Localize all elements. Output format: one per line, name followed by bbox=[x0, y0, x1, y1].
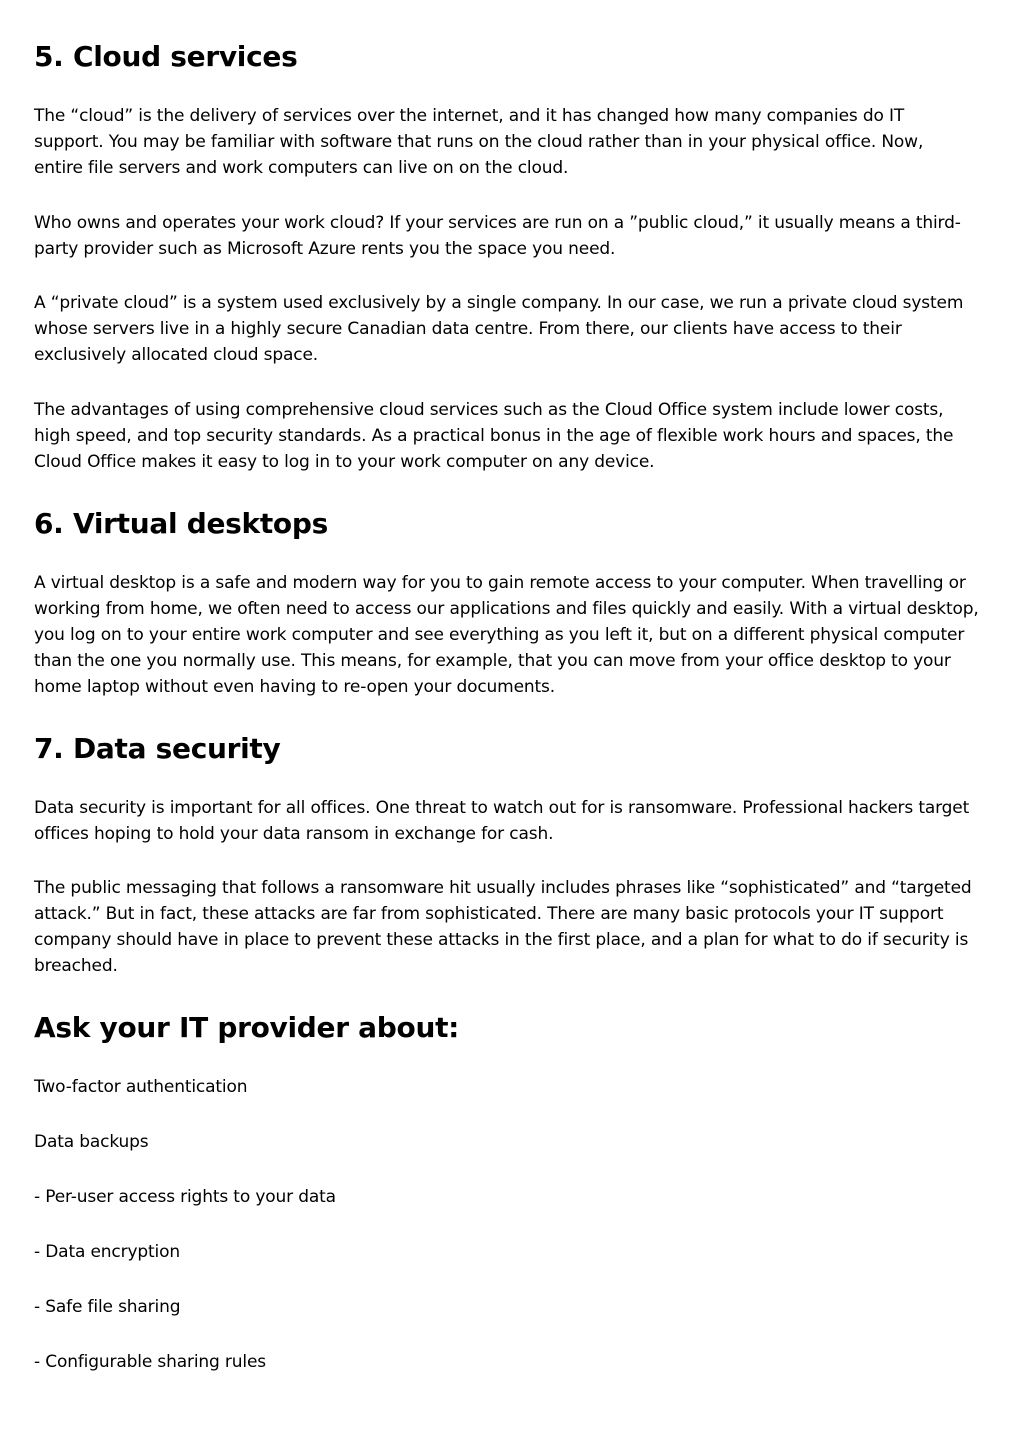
list-item: - Configurable sharing rules bbox=[34, 1352, 266, 1372]
cloud-paragraph-2: Who owns and operates your work cloud? If your services are run on a ”public cloud,” it usually means a third-party provider such as Microsoft Azure rents you the space you need. bbox=[34, 213, 961, 259]
list-item: Data backups bbox=[34, 1132, 149, 1152]
cloud-paragraph-3: A “private cloud” is a system used exclusively by a single company. In our case, we run a private cloud system whose servers live in a highly secure Canadian data centre. From there, our clients have access to their exclusively allocated cloud space. bbox=[34, 293, 964, 365]
security-paragraph-1: Data security is important for all offices. One threat to watch out for is ransomware. Professional hackers target offices hoping to hold your data ransom in exchange for cash. bbox=[34, 798, 970, 844]
section-heading-data-security: 7. Data security bbox=[34, 732, 281, 765]
list-item: Two-factor authentication bbox=[34, 1077, 248, 1097]
list-item: - Data encryption bbox=[34, 1242, 180, 1262]
section-heading-virtual-desktops: 6. Virtual desktops bbox=[34, 507, 328, 540]
cloud-paragraph-4: The advantages of using comprehensive cloud services such as the Cloud Office system include lower costs, high speed, and top security standards. As a practical bonus in the age of flexible work hours and spaces, the Cloud Office makes it easy to log in to your work computer on any device. bbox=[34, 400, 954, 472]
virtual-paragraph-1: A virtual desktop is a safe and modern way for you to gain remote access to your computer. When travelling or working from home, we often need to access our applications and files quickly and easily. With a virtual desktop, you log on to your entire work computer and see everything as you left it, but on a different physical computer than the one you normally use. This means, for example, that you can move from your office desktop to your home laptop without even having to re-open your documents. bbox=[34, 573, 979, 697]
list-item: - Safe file sharing bbox=[34, 1297, 181, 1317]
list-item: - Per-user access rights to your data bbox=[34, 1187, 336, 1207]
section-heading-cloud-services: 5. Cloud services bbox=[34, 40, 298, 73]
section-heading-ask-provider: Ask your IT provider about: bbox=[34, 1011, 460, 1044]
security-paragraph-2: The public messaging that follows a ransomware hit usually includes phrases like “sophisticated” and “targeted attack.” But in fact, these attacks are far from sophisticated. There are many basic protocols your IT support company should have in place to prevent these attacks in the first place, and a plan for what to do if security is breached. bbox=[34, 878, 972, 976]
cloud-paragraph-1: The “cloud” is the delivery of services over the internet, and it has changed how many companies do IT support. You may be familiar with software that runs on the cloud rather than in your physical office. Now, entire file servers and work computers can live on on the cloud. bbox=[34, 106, 924, 178]
